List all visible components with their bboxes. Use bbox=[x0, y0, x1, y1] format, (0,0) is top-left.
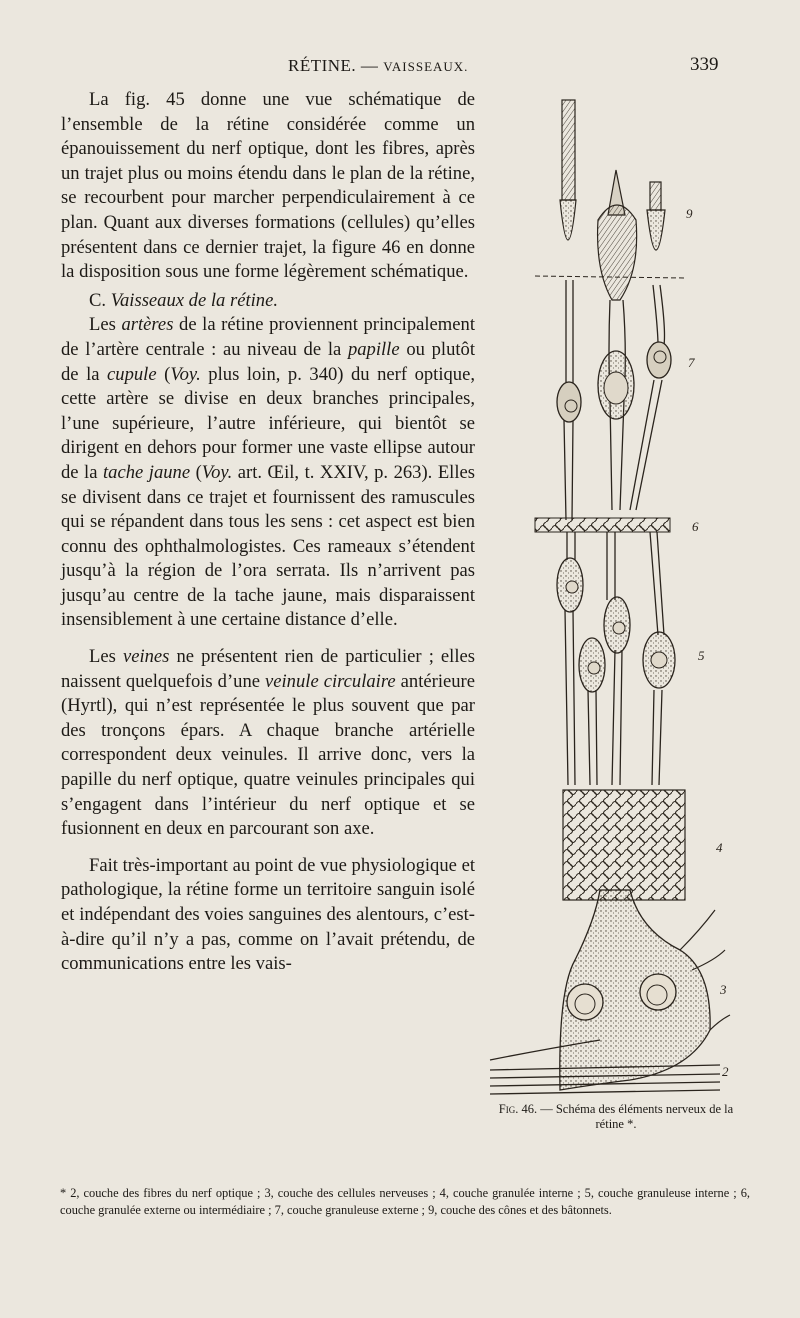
text-run: plus loin, p. 340) du nerf optique, cette artère se divise en deux branches principales, l’une supérieure, l’autre inférieure, qui bientôt se dirigent en dehors pour former une vaste ellipse autour de la bbox=[61, 363, 476, 483]
italic-term-veines: veines bbox=[122, 646, 170, 668]
figure-caption bbox=[496, 1102, 736, 1132]
ganglion-cells bbox=[560, 890, 730, 1090]
text-run: art. Œil, t. XXIV, p. 263). Elles se divisent dans ce trajet et fournissent des ramuscules qui se répandent dans tous les sens : cet aspect est bien connu des ophthalmologistes. Ces rameaux s’étendent jusqu’à la région de l’ora serrata. Ils n’arrivent pas jusqu’au centre de la tache jaune, mais disparaissent insensiblement à une certaine distance d’elle. bbox=[61, 461, 475, 631]
layer-label-4: 4 bbox=[716, 840, 723, 855]
running-head bbox=[288, 56, 468, 76]
text-run: ou plutôt de la bbox=[61, 338, 476, 385]
italic-term-arteres: artères bbox=[121, 314, 174, 336]
italic-term-cupule: cupule bbox=[107, 363, 157, 385]
text-run: Les bbox=[89, 314, 122, 336]
text-run: antérieure (Hyrtl), qui n’est représentée le plus souvent que par des tronçons épars. A chaque branche artérielle correspondent deux veinules. Il arrive donc, vers la papille du nerf optique, quatre veinules principales qui s’engagent dans l’intérieur du nerf optique et se fusionnent en deux en parcourant son axe. bbox=[61, 670, 475, 840]
section-heading bbox=[61, 289, 475, 314]
layer-label-5: 5 bbox=[698, 648, 705, 663]
text-run: ne présentent rien de particulier ; elles naissent quelquefois d’une bbox=[61, 646, 476, 692]
main-text-column bbox=[61, 88, 475, 977]
retina-schema-illustration bbox=[480, 90, 750, 1100]
caption-label: Fig. 46. bbox=[498, 1102, 538, 1116]
italic-term-papille: papille bbox=[347, 338, 400, 360]
caption-text: — Schéma des éléments nerveux de la rétine *. bbox=[537, 1102, 734, 1131]
paragraph-veins bbox=[61, 645, 475, 842]
paragraph-figures: La fig. 45 donne une vue schématique de l’ensemble de la rétine considérée comme un épanouissement du nerf optique, dont les fibres, après un trajet plus ou moins étendu dans le plan de la rétine, se recourbent pour marcher perpendiculairement à ce plan. Quant aux diverses formations (cellules) qu’elles présentent dans ce dernier trajet, la figure 46 en donne la disposition sous une forme légèrement schématique. bbox=[61, 89, 475, 283]
layer-label-9: 9 bbox=[686, 206, 693, 221]
layer-label-7: 7 bbox=[688, 355, 695, 370]
section-letter: C. bbox=[89, 289, 111, 311]
inner-plexiform-block bbox=[563, 790, 685, 900]
text-run: de la rétine proviennent principalement de l’artère centrale : au niveau de la bbox=[61, 314, 475, 360]
footnote: * 2, couche des fibres du nerf optique ; 3, couche des cellules nerveuses ; 4, couche granulée interne ; 5, couche granuleuse interne ; 6, couche granulée externe ou intermédiaire ; 7, couche granuleuse externe ; 9, couche des cônes et des bâtonnets. bbox=[60, 1186, 750, 1217]
layer-label-3: 3 bbox=[720, 982, 727, 997]
paragraph-vascular-territory: Fait très-important au point de vue physiologique et pathologique, la rétine forme un territoire sanguin isolé et indépendant des voies sanguines des alentours, c’est-à-dire qu’il n’y a pas, comme on l’avait prétendu, de communications entre les vais- bbox=[61, 854, 475, 975]
running-head-title: RÉTINE. — bbox=[288, 56, 384, 75]
running-head-subtitle: VAISSEAUX. bbox=[383, 59, 469, 74]
paragraph-arteries bbox=[61, 313, 475, 633]
layer-label-6: 6 bbox=[692, 519, 699, 534]
italic-voy: Voy. bbox=[170, 363, 201, 385]
layer-label-2: 2 bbox=[722, 1064, 729, 1079]
outer-plexiform-band bbox=[535, 518, 670, 532]
retina-schema-figure bbox=[480, 90, 750, 1100]
section-title: Vaisseaux de la rétine. bbox=[110, 289, 279, 311]
rods-and-cones bbox=[560, 100, 665, 300]
page-number: 339 bbox=[690, 54, 719, 75]
italic-term-tache-jaune: tache jaune bbox=[103, 461, 191, 483]
text-run: ( bbox=[190, 461, 202, 483]
text-run: Les bbox=[89, 646, 123, 668]
text-run: ( bbox=[156, 363, 171, 385]
italic-voy: Voy. bbox=[201, 461, 233, 483]
italic-term-veinule-circulaire: veinule circulaire bbox=[265, 670, 396, 692]
